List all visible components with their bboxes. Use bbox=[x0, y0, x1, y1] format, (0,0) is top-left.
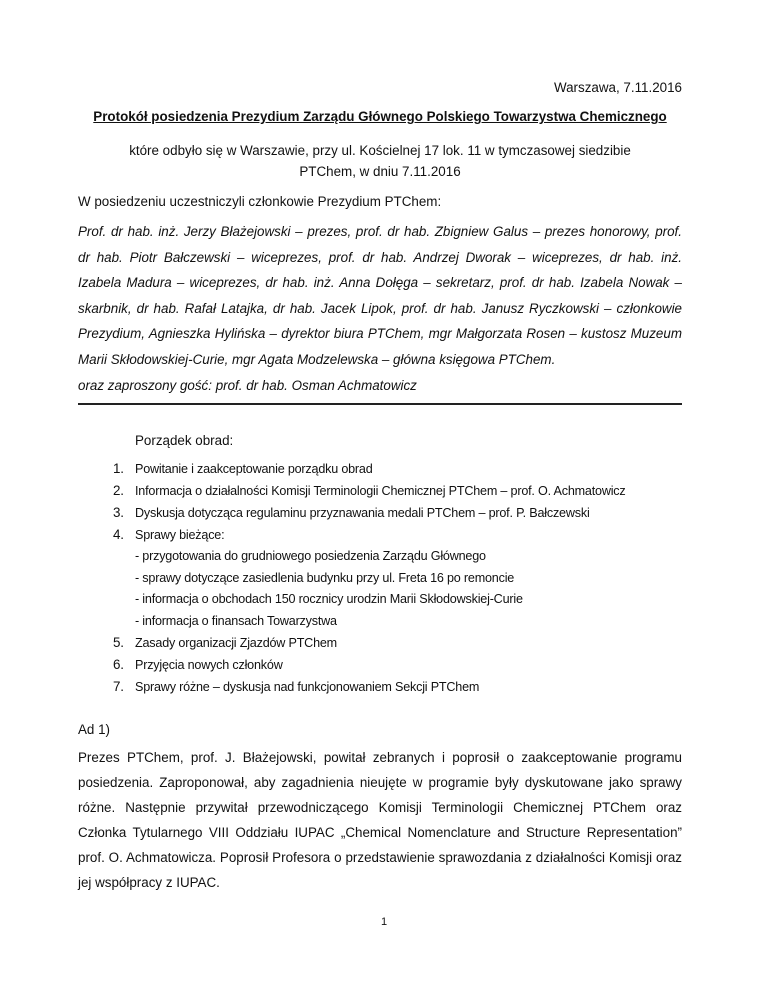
guest-line: oraz zaproszony gość: prof. dr hab. Osman Achmatowicz bbox=[78, 378, 682, 405]
agenda-item-text: Przyjęcia nowych członków bbox=[135, 658, 283, 672]
document-date: Warszawa, 7.11.2016 bbox=[553, 80, 682, 95]
agenda-item-number: 5. bbox=[113, 635, 124, 650]
attendance-lead: W posiedzeniu uczestniczyli członkowie Prezydium PTChem: bbox=[78, 194, 442, 209]
agenda-item bbox=[78, 632, 682, 654]
subtitle-line-2: PTChem, w dniu 7.11.2016 bbox=[299, 164, 461, 179]
agenda-item-text: Powitanie i zaakceptowanie porządku obrad bbox=[135, 462, 373, 476]
subtitle-line-1: które odbyło się w Warszawie, przy ul. Kościelnej 17 lok. 11 w tymczasowej siedzibie bbox=[129, 143, 631, 158]
agenda-subitem: - sprawy dotyczące zasiedlenia budynku przy ul. Freta 16 po remoncie bbox=[135, 570, 515, 585]
agenda-subitem: - przygotowania do grudniowego posiedzenia Zarządu Głównego bbox=[135, 549, 486, 563]
document-page bbox=[78, 80, 682, 895]
page-number: 1 bbox=[380, 916, 388, 928]
agenda-subitem: - informacja o obchodach 150 rocznicy urodzin Marii Skłodowskiej-Curie bbox=[135, 592, 523, 606]
agenda-item-text: Zasady organizacji Zjazdów PTChem bbox=[135, 636, 337, 650]
agenda-item-number: 3. bbox=[113, 505, 124, 520]
agenda-title: Porządek obrad: bbox=[135, 433, 234, 448]
agenda-item-number: 7. bbox=[113, 679, 124, 694]
agenda-item-text: Dyskusja dotycząca regulaminu przyznawania medali PTChem – prof. P. Bałczewski bbox=[135, 506, 590, 520]
agenda-subitem: - informacja o finansach Towarzystwa bbox=[135, 613, 337, 628]
agenda-item-number: 1. bbox=[113, 461, 124, 476]
agenda-item-number: 2. bbox=[113, 483, 124, 498]
agenda-item bbox=[78, 502, 682, 524]
agenda-item-number: 6. bbox=[113, 657, 124, 672]
agenda-item-text: Informacja o działalności Komisji Terminologii Chemicznej PTChem – prof. O. Achmatowicz bbox=[135, 484, 626, 498]
agenda-item bbox=[78, 480, 682, 502]
agenda-item bbox=[78, 524, 682, 632]
agenda-list bbox=[78, 458, 682, 698]
ad1-paragraph: Prezes PTChem, prof. J. Błażejowski, powitał zebranych i poprosił o zaakceptowanie programu posiedzenia. Zaproponował, aby zagadnienia nieujęte w programie były dyskutowane jako sprawy różne. Następnie przywitał przewodniczącego Komisji Terminologii Chemicznej PTChem oraz Członka Tytularnego VIII Oddziału IUPAC „Chemical Nomenclature and Structure Representation” prof. O. Achmatowicza. Poprosił Profesora o przedstawienie sprawozdania z działalności Komisji oraz jej współpracy z IUPAC. bbox=[78, 750, 682, 890]
document-subtitle bbox=[78, 140, 682, 182]
agenda-item bbox=[78, 676, 682, 698]
agenda-item-text: Sprawy bieżące: bbox=[135, 528, 225, 542]
agenda-item bbox=[78, 654, 682, 676]
agenda-item-text: Sprawy różne – dyskusja nad funkcjonowaniem Sekcji PTChem bbox=[135, 680, 480, 694]
agenda-subitems bbox=[135, 546, 682, 632]
agenda-item bbox=[78, 458, 682, 480]
ad1-heading: Ad 1) bbox=[78, 722, 111, 737]
members-list: Prof. dr hab. inż. Jerzy Błażejowski – prezes, prof. dr hab. Zbigniew Galus – prezes honorowy, prof. dr hab. Piotr Bałczewski – wiceprezes, prof. dr hab. Andrzej Dworak – wiceprezes, dr hab. inż. Izabela Madura – wiceprezes, dr hab. inż. Anna Dołęga – sekretarz, prof. dr hab. Izabela Nowak – skarbnik, dr hab. Rafał Latajka, dr hab. Jacek Lipok, prof. dr hab. Janusz Ryczkowski – członkowie Prezydium, Agnieszka Hylińska – dyrektor biura PTChem, mgr Małgorzata Rosen – kustosz Muzeum Marii Skłodowskiej-Curie, mgr Agata Modzelewska – główna księgowa PTChem. bbox=[78, 224, 682, 367]
agenda-item-number: 4. bbox=[113, 527, 124, 542]
document-title: Protokół posiedzenia Prezydium Zarządu Głównego Polskiego Towarzystwa Chemicznego bbox=[93, 109, 667, 124]
